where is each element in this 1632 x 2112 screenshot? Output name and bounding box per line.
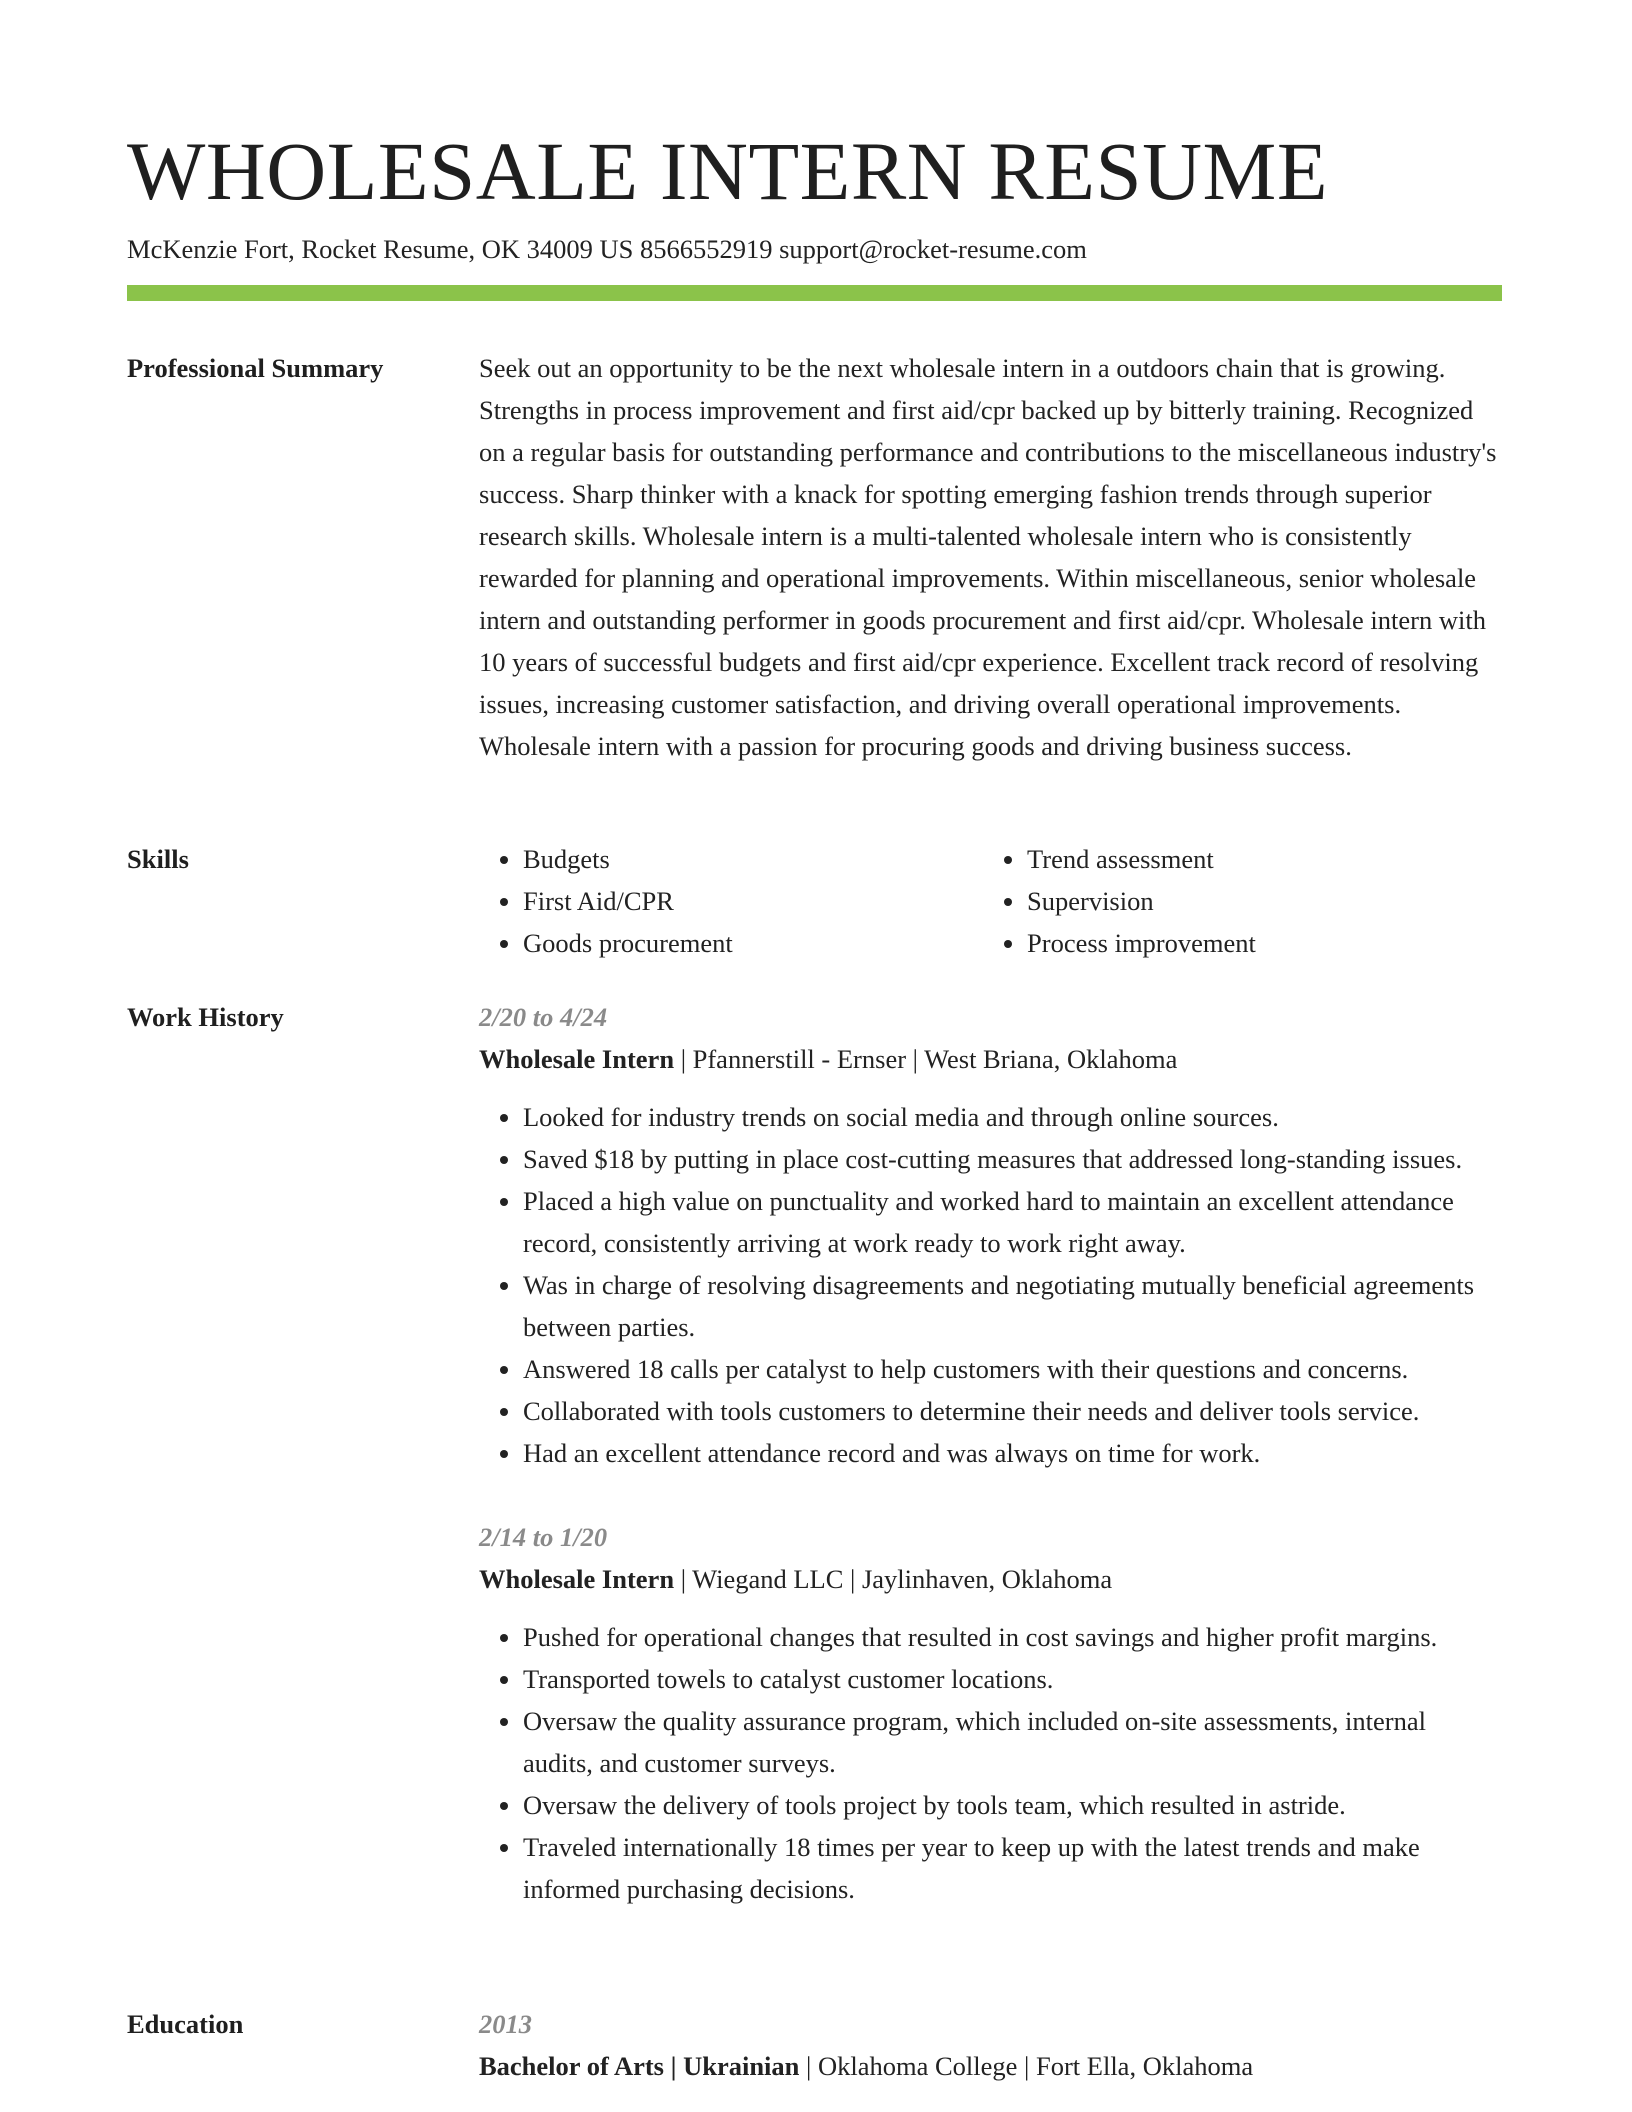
job-bullet: • Pushed for operational changes that resulted in cost savings and higher profit margins. — [523, 1616, 1502, 1658]
job-date: 2/20 to 4/24 — [479, 1002, 608, 1032]
job-entry — [479, 1516, 1502, 1910]
summary-text: Seek out an opportunity to be the next wholesale intern in a outdoors chain that is growing. Strengths in process improvement and first aid/cpr backed up by bitterly training. Recognized on a regular basis for outstanding performance and contributions to the miscellaneous industry's success. Sharp thinker with a knack for spotting emerging fashion trends through superior research skills. Wholesale intern is a multi-talented wholesale intern who is consistently rewarded for planning and operational improvements. Within miscellaneous, senior wholesale intern and outstanding performer in goods procurement and first aid/cpr. Wholesale intern with 10 years of successful budgets and first aid/cpr experience. Excellent track record of resolving issues, increasing customer satisfaction, and driving overall operational improvements. Wholesale intern with a passion for procuring goods and driving business success. — [479, 353, 1497, 761]
skill-item: • Goods procurement — [523, 922, 983, 964]
skills-list-left — [479, 838, 983, 964]
job-bullet: • Oversaw the delivery of tools project by tools team, which resulted in astride. — [523, 1784, 1502, 1826]
education-date: 2013 — [479, 2009, 532, 2039]
summary-heading: Professional Summary — [127, 353, 384, 383]
job-bullets — [479, 1096, 1502, 1474]
job-bullet: • Traveled internationally 18 times per year to keep up with the latest trends and make informed purchasing decisions. — [523, 1826, 1502, 1910]
job-entry — [479, 996, 1502, 1474]
skill-item: • Process improvement — [1027, 922, 1487, 964]
skills-body — [479, 838, 1502, 964]
job-bullet: • Transported towels to catalyst customer locations. — [523, 1658, 1502, 1700]
education-line — [479, 2045, 1502, 2087]
skills-columns — [479, 838, 1502, 964]
education-degree: Bachelor of Arts | Ukrainian — [479, 2051, 800, 2081]
job-bullet: • Oversaw the quality assurance program, which included on-site assessments, internal audits, and customer surveys. — [523, 1700, 1502, 1784]
skill-item: • Budgets — [523, 838, 983, 880]
job-bullet: • Saved $18 by putting in place cost-cutting measures that addressed long-standing issues. — [523, 1138, 1502, 1180]
education-heading: Education — [127, 2009, 244, 2039]
job-bullet: • Had an excellent attendance record and was always on time for work. — [523, 1432, 1502, 1474]
skill-item: • Supervision — [1027, 880, 1487, 922]
job-heading-line — [479, 1038, 1502, 1080]
contact-line: McKenzie Fort, Rocket Resume, OK 34009 US 8566552919 support@rocket-resume.com — [127, 234, 1087, 264]
job-title: Wholesale Intern — [479, 1044, 675, 1074]
job-title: Wholesale Intern — [479, 1564, 675, 1594]
job-bullet: • Answered 18 calls per catalyst to help customers with their questions and concerns. — [523, 1348, 1502, 1390]
skill-item: • First Aid/CPR — [523, 880, 983, 922]
job-bullet: • Placed a high value on punctuality and worked hard to maintain an excellent attendance record, consistently arriving at work ready to work right away. — [523, 1180, 1502, 1264]
skills-heading: Skills — [127, 844, 189, 874]
job-details: | Pfannerstill - Ernser | West Briana, Oklahoma — [674, 1044, 1178, 1074]
education-details: | Oklahoma College | Fort Ella, Oklahoma — [799, 2051, 1254, 2081]
resume-title: WHOLESALE INTERN RESUME — [127, 125, 1329, 217]
job-bullets — [479, 1616, 1502, 1910]
education-body — [479, 2003, 1502, 2103]
work-heading: Work History — [127, 1002, 284, 1032]
job-bullet: • Was in charge of resolving disagreements and negotiating mutually beneficial agreements between parties. — [523, 1264, 1502, 1348]
job-date: 2/14 to 1/20 — [479, 1522, 608, 1552]
skill-item: • Trend assessment — [1027, 838, 1487, 880]
job-details: | Wiegand LLC | Jaylinhaven, Oklahoma — [674, 1564, 1113, 1594]
job-bullet: • Looked for industry trends on social media and through online sources. — [523, 1096, 1502, 1138]
skills-list-right — [983, 838, 1487, 964]
work-body — [479, 996, 1502, 1910]
job-bullet: • Collaborated with tools customers to determine their needs and deliver tools service. — [523, 1390, 1502, 1432]
accent-divider — [127, 285, 1502, 301]
job-heading-line — [479, 1558, 1502, 1600]
summary-body — [479, 347, 1502, 767]
